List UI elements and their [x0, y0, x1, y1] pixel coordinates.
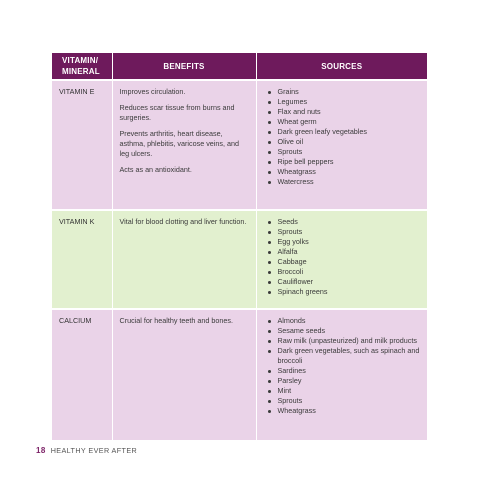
source-item: Watercress [264, 177, 422, 187]
table-row-vitamin-e [52, 80, 427, 210]
source-item: Wheatgrass [264, 406, 422, 416]
sources-cell [256, 80, 427, 210]
source-item: Sesame seeds [264, 326, 422, 336]
source-item: Olive oil [264, 137, 422, 147]
source-item: Mint [264, 386, 422, 396]
source-item: Cabbage [264, 257, 422, 267]
sources-list [264, 87, 422, 187]
header-sources: SOURCES [256, 53, 427, 80]
vitamin-name: CALCIUM [52, 309, 112, 441]
source-item: Sprouts [264, 227, 422, 237]
source-item: Almonds [264, 316, 422, 326]
page-number: 18 [36, 446, 46, 455]
source-item: Raw milk (unpasteurized) and milk products [264, 336, 422, 346]
source-item: Legumes [264, 97, 422, 107]
benefit-text: Acts as an antioxidant. [119, 165, 192, 174]
benefit-text: Reduces scar tissue from burns and surgeries. [119, 103, 235, 122]
header-benefits: BENEFITS [112, 53, 256, 80]
source-item: Wheat germ [264, 117, 422, 127]
source-item: Alfalfa [264, 247, 422, 257]
benefit-text: Improves circulation. [119, 87, 186, 96]
source-item: Sardines [264, 366, 422, 376]
source-item: Dark green vegetables, such as spinach and broccoli [264, 346, 422, 366]
source-item: Egg yolks [264, 237, 422, 247]
source-item: Sprouts [264, 396, 422, 406]
source-item: Ripe bell peppers [264, 157, 422, 167]
benefits-cell [112, 210, 256, 309]
source-item: Cauliflower [264, 277, 422, 287]
vitamin-name: VITAMIN E [52, 80, 112, 210]
book-title: HEALTHY EVER AFTER [50, 446, 138, 455]
source-item: Sprouts [264, 147, 422, 157]
source-item: Parsley [264, 376, 422, 386]
page-footer [36, 446, 137, 455]
source-item: Spinach greens [264, 287, 422, 297]
source-item: Wheatgrass [264, 167, 422, 177]
source-item: Grains [264, 87, 422, 97]
benefits-cell [112, 80, 256, 210]
source-item: Flax and nuts [264, 107, 422, 117]
table-header-row [52, 53, 427, 80]
table-row-vitamin-k [52, 210, 427, 309]
vitamin-name: VITAMIN K [52, 210, 112, 309]
header-vitamin: VITAMIN/ MINERAL [52, 53, 112, 80]
source-item: Broccoli [264, 267, 422, 277]
source-item: Dark green leafy vegetables [264, 127, 422, 137]
table-row-calcium [52, 309, 427, 441]
vitamin-table [52, 53, 427, 442]
benefit-text: Crucial for healthy teeth and bones. [119, 316, 233, 325]
sources-cell [256, 309, 427, 441]
benefits-cell [112, 309, 256, 441]
sources-cell [256, 210, 427, 309]
sources-list [264, 316, 422, 416]
source-item: Seeds [264, 217, 422, 227]
sources-list [264, 217, 422, 297]
benefit-text: Vital for blood clotting and liver function. [119, 217, 247, 226]
benefit-text: Prevents arthritis, heart disease, asthma, phlebitis, varicose veins, and leg ulcers. [119, 129, 239, 158]
